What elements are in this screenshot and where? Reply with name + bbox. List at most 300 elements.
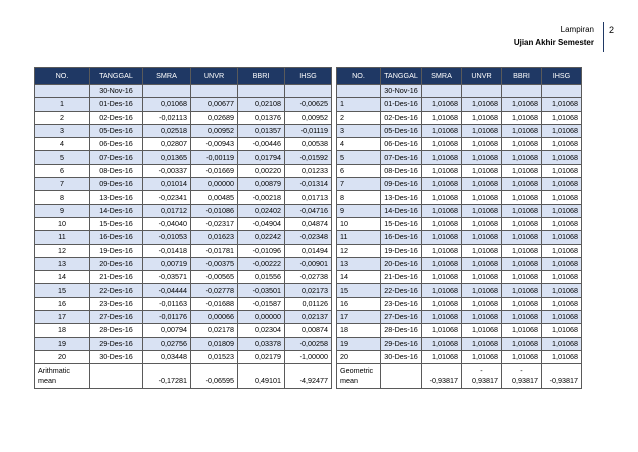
table-row bbox=[337, 217, 582, 230]
mean-value bbox=[502, 364, 542, 389]
value-cell: 0,00874 bbox=[285, 324, 332, 337]
value-cell: -0,00943 bbox=[191, 138, 238, 151]
value-cell: 1,01068 bbox=[462, 204, 502, 217]
date-cell: 07-Des-16 bbox=[381, 151, 422, 164]
date-cell: 16-Des-16 bbox=[90, 231, 143, 244]
table-row bbox=[35, 337, 332, 350]
value-cell: 1,01068 bbox=[502, 244, 542, 257]
value-cell: 1,01068 bbox=[462, 271, 502, 284]
value-cell: -0,00375 bbox=[191, 257, 238, 270]
mean-number: -0,17281 bbox=[158, 376, 187, 386]
row-number: 18 bbox=[337, 324, 381, 337]
value-cell: 1,01068 bbox=[542, 217, 582, 230]
value-cell: 1,01068 bbox=[542, 164, 582, 177]
date-cell: 06-Des-16 bbox=[90, 138, 143, 151]
row-number: 9 bbox=[35, 204, 90, 217]
value-cell: 0,02807 bbox=[143, 138, 191, 151]
row-number: 13 bbox=[35, 257, 90, 270]
value-cell: 1,01068 bbox=[502, 151, 542, 164]
value-cell: 0,01809 bbox=[191, 337, 238, 350]
column-header: UNVR bbox=[462, 68, 502, 85]
row-number: 15 bbox=[337, 284, 381, 297]
value-cell: 1,01068 bbox=[542, 178, 582, 191]
column-header: TANGGAL bbox=[90, 68, 143, 85]
column-header: IHSG bbox=[542, 68, 582, 85]
value-cell: -0,00222 bbox=[238, 257, 285, 270]
date-cell: 02-Des-16 bbox=[381, 111, 422, 124]
value-cell: -0,00565 bbox=[191, 271, 238, 284]
value-cell: 0,01713 bbox=[285, 191, 332, 204]
column-header: TANGGAL bbox=[381, 68, 422, 85]
value-cell: -0,01781 bbox=[191, 244, 238, 257]
value-cell: 0,02304 bbox=[238, 324, 285, 337]
value-cell: 0,01523 bbox=[191, 350, 238, 363]
row-number: 3 bbox=[35, 124, 90, 137]
value-cell: 0,00794 bbox=[143, 324, 191, 337]
value-cell: 0,02108 bbox=[238, 98, 285, 111]
value-cell: 0,01365 bbox=[143, 151, 191, 164]
value-cell: 1,01068 bbox=[542, 98, 582, 111]
value-cell: -0,00446 bbox=[238, 138, 285, 151]
row-number: 14 bbox=[35, 271, 90, 284]
column-header: SMRA bbox=[143, 68, 191, 85]
date-cell: 27-Des-16 bbox=[90, 311, 143, 324]
value-cell: 0,02173 bbox=[285, 284, 332, 297]
value-cell: 0,00066 bbox=[191, 311, 238, 324]
value-cell: 0,01623 bbox=[191, 231, 238, 244]
value-cell: 1,01068 bbox=[462, 284, 502, 297]
date-cell: 06-Des-16 bbox=[381, 138, 422, 151]
value-cell: 1,01068 bbox=[462, 191, 502, 204]
date-cell: 16-Des-16 bbox=[381, 231, 422, 244]
table-header-row bbox=[337, 68, 582, 85]
date-cell: 19-Des-16 bbox=[90, 244, 143, 257]
mean-label: Geometric mean bbox=[337, 364, 381, 389]
table-row bbox=[35, 191, 332, 204]
value-cell: 0,01494 bbox=[285, 244, 332, 257]
value-cell: 1,01068 bbox=[422, 337, 462, 350]
table-row bbox=[337, 324, 582, 337]
value-cell: 1,01068 bbox=[422, 204, 462, 217]
value-cell: 1,01068 bbox=[422, 257, 462, 270]
value-cell: -0,04444 bbox=[143, 284, 191, 297]
table-row bbox=[337, 231, 582, 244]
value-cell: 1,01068 bbox=[542, 271, 582, 284]
date-cell: 20-Des-16 bbox=[90, 257, 143, 270]
value-cell: 1,01068 bbox=[422, 311, 462, 324]
column-header: NO. bbox=[35, 68, 90, 85]
value-cell: -0,01592 bbox=[285, 151, 332, 164]
table-row bbox=[35, 257, 332, 270]
value-cell: 1,01068 bbox=[462, 257, 502, 270]
value-cell: 1,01068 bbox=[502, 324, 542, 337]
value-cell: 0,02179 bbox=[238, 350, 285, 363]
column-header: BBRI bbox=[502, 68, 542, 85]
value-cell: 1,01068 bbox=[462, 111, 502, 124]
value-cell: -0,01669 bbox=[191, 164, 238, 177]
value-cell: 0,04874 bbox=[285, 217, 332, 230]
column-header: IHSG bbox=[285, 68, 332, 85]
table-cell bbox=[422, 85, 462, 98]
value-cell: 1,01068 bbox=[462, 178, 502, 191]
value-cell: 0,00952 bbox=[285, 111, 332, 124]
date-cell: 15-Des-16 bbox=[381, 217, 422, 230]
value-cell: 1,01068 bbox=[462, 350, 502, 363]
value-cell: -0,00258 bbox=[285, 337, 332, 350]
row-number: 11 bbox=[337, 231, 381, 244]
table-row bbox=[337, 271, 582, 284]
value-cell: 1,01068 bbox=[422, 124, 462, 137]
value-cell: 1,01068 bbox=[542, 151, 582, 164]
value-cell: 1,01068 bbox=[502, 124, 542, 137]
row-number: 12 bbox=[35, 244, 90, 257]
table-cell bbox=[381, 364, 422, 389]
row-number: 3 bbox=[337, 124, 381, 137]
mean-row bbox=[35, 364, 332, 389]
mean-number: 0,93817 bbox=[472, 376, 498, 386]
row-number: 2 bbox=[35, 111, 90, 124]
value-cell: 0,00952 bbox=[191, 124, 238, 137]
date-cell: 01-Des-16 bbox=[90, 98, 143, 111]
value-cell: 1,01068 bbox=[462, 151, 502, 164]
table-row bbox=[337, 204, 582, 217]
table-cell bbox=[462, 85, 502, 98]
mean-value bbox=[422, 364, 462, 389]
date-cell: 23-Des-16 bbox=[90, 297, 143, 310]
row-number: 6 bbox=[35, 164, 90, 177]
value-cell: 0,00485 bbox=[191, 191, 238, 204]
value-cell: -0,01119 bbox=[285, 124, 332, 137]
value-cell: 0,00879 bbox=[238, 178, 285, 191]
date-cell: 19-Des-16 bbox=[381, 244, 422, 257]
value-cell: -0,00119 bbox=[191, 151, 238, 164]
mean-number: -0,93817 bbox=[429, 376, 458, 386]
table-row bbox=[35, 164, 332, 177]
value-cell: 0,02518 bbox=[143, 124, 191, 137]
mean-value bbox=[462, 364, 502, 389]
value-cell: 1,01068 bbox=[542, 111, 582, 124]
table-cell bbox=[35, 85, 90, 98]
value-cell: 1,01068 bbox=[422, 271, 462, 284]
value-cell: 1,01068 bbox=[502, 204, 542, 217]
value-cell: 1,01068 bbox=[542, 204, 582, 217]
value-cell: -0,03571 bbox=[143, 271, 191, 284]
value-cell: 1,01068 bbox=[462, 244, 502, 257]
value-cell: 1,01068 bbox=[462, 324, 502, 337]
table-row bbox=[35, 178, 332, 191]
row-number: 5 bbox=[337, 151, 381, 164]
date-cell: 01-Des-16 bbox=[381, 98, 422, 111]
mean-mark: - bbox=[520, 366, 523, 376]
table-cell bbox=[337, 85, 381, 98]
date-cell: 23-Des-16 bbox=[381, 297, 422, 310]
row-number: 7 bbox=[337, 178, 381, 191]
table-row bbox=[35, 204, 332, 217]
row-number: 14 bbox=[337, 271, 381, 284]
value-cell: -0,00901 bbox=[285, 257, 332, 270]
table-row bbox=[337, 138, 582, 151]
value-cell: 1,01068 bbox=[502, 284, 542, 297]
row-number: 19 bbox=[337, 337, 381, 350]
table-row bbox=[35, 297, 332, 310]
mean-number: -0,06595 bbox=[205, 376, 234, 386]
value-cell: 0,01068 bbox=[143, 98, 191, 111]
date-cell: 30-Nov-16 bbox=[381, 85, 422, 98]
value-cell: 1,01068 bbox=[422, 217, 462, 230]
row-number: 13 bbox=[337, 257, 381, 270]
value-cell: 1,01068 bbox=[422, 164, 462, 177]
value-cell: 1,01068 bbox=[422, 151, 462, 164]
value-cell: 0,01357 bbox=[238, 124, 285, 137]
table-cell bbox=[285, 85, 332, 98]
header-label: Lampiran bbox=[560, 25, 594, 34]
mean-row bbox=[337, 364, 582, 389]
row-number: 1 bbox=[337, 98, 381, 111]
table-row bbox=[337, 151, 582, 164]
value-cell: -0,01688 bbox=[191, 297, 238, 310]
row-number: 17 bbox=[337, 311, 381, 324]
row-number: 9 bbox=[337, 204, 381, 217]
row-number: 16 bbox=[337, 297, 381, 310]
geometric-returns-table bbox=[336, 67, 582, 389]
row-number: 5 bbox=[35, 151, 90, 164]
table-header-row bbox=[35, 68, 332, 85]
value-cell: 1,01068 bbox=[542, 324, 582, 337]
value-cell: 1,01068 bbox=[542, 297, 582, 310]
value-cell: 1,01068 bbox=[502, 231, 542, 244]
date-cell: 29-Des-16 bbox=[381, 337, 422, 350]
table-row bbox=[35, 244, 332, 257]
value-cell: 1,01068 bbox=[542, 244, 582, 257]
value-cell: 1,01068 bbox=[462, 138, 502, 151]
mean-value bbox=[285, 364, 332, 389]
date-cell: 28-Des-16 bbox=[90, 324, 143, 337]
row-number: 16 bbox=[35, 297, 90, 310]
date-cell: 30-Des-16 bbox=[90, 350, 143, 363]
value-cell: 1,01068 bbox=[542, 257, 582, 270]
mean-number: 0,93817 bbox=[512, 376, 538, 386]
table-row bbox=[337, 257, 582, 270]
value-cell: 1,01068 bbox=[462, 297, 502, 310]
date-cell: 27-Des-16 bbox=[381, 311, 422, 324]
value-cell: 1,01068 bbox=[502, 257, 542, 270]
value-cell: 1,01068 bbox=[502, 311, 542, 324]
value-cell: 0,02178 bbox=[191, 324, 238, 337]
arithmetic-returns-table bbox=[34, 67, 332, 389]
value-cell: 1,01068 bbox=[502, 178, 542, 191]
row-number: 8 bbox=[337, 191, 381, 204]
value-cell: 1,01068 bbox=[422, 191, 462, 204]
date-cell: 08-Des-16 bbox=[381, 164, 422, 177]
mean-value bbox=[191, 364, 238, 389]
value-cell: 1,01068 bbox=[502, 217, 542, 230]
mean-number: 0,49101 bbox=[255, 376, 281, 386]
row-number: 8 bbox=[35, 191, 90, 204]
value-cell: 1,01068 bbox=[422, 231, 462, 244]
row-number: 18 bbox=[35, 324, 90, 337]
value-cell: 1,01068 bbox=[542, 350, 582, 363]
mean-value bbox=[238, 364, 285, 389]
mean-mark: - bbox=[480, 366, 483, 376]
value-cell: 0,00000 bbox=[238, 311, 285, 324]
mean-value bbox=[542, 364, 582, 389]
date-cell: 30-Nov-16 bbox=[90, 85, 143, 98]
value-cell: 0,00677 bbox=[191, 98, 238, 111]
row-number: 7 bbox=[35, 178, 90, 191]
mean-label: Arithmatic mean bbox=[35, 364, 90, 389]
row-number: 4 bbox=[337, 138, 381, 151]
date-cell: 14-Des-16 bbox=[90, 204, 143, 217]
value-cell: -0,04904 bbox=[238, 217, 285, 230]
value-cell: 1,01068 bbox=[422, 324, 462, 337]
value-cell: 0,02756 bbox=[143, 337, 191, 350]
date-cell: 07-Des-16 bbox=[90, 151, 143, 164]
date-cell: 21-Des-16 bbox=[90, 271, 143, 284]
value-cell: -0,00625 bbox=[285, 98, 332, 111]
value-cell: -0,04040 bbox=[143, 217, 191, 230]
value-cell: -0,02738 bbox=[285, 271, 332, 284]
value-cell: 1,01068 bbox=[422, 178, 462, 191]
value-cell: 1,01068 bbox=[542, 284, 582, 297]
value-cell: 1,01068 bbox=[462, 124, 502, 137]
row-number: 4 bbox=[35, 138, 90, 151]
value-cell: -0,00337 bbox=[143, 164, 191, 177]
value-cell: 1,01068 bbox=[422, 244, 462, 257]
date-cell: 30-Des-16 bbox=[381, 350, 422, 363]
table-row bbox=[35, 324, 332, 337]
table-row bbox=[35, 111, 332, 124]
date-cell: 05-Des-16 bbox=[90, 124, 143, 137]
value-cell: -0,01053 bbox=[143, 231, 191, 244]
row-number: 20 bbox=[35, 350, 90, 363]
table-row bbox=[337, 164, 582, 177]
mean-number: -4,92477 bbox=[299, 376, 328, 386]
column-header: SMRA bbox=[422, 68, 462, 85]
table-row bbox=[35, 350, 332, 363]
row-number: 10 bbox=[35, 217, 90, 230]
value-cell: 1,01068 bbox=[502, 98, 542, 111]
value-cell: 0,00000 bbox=[191, 178, 238, 191]
value-cell: 1,01068 bbox=[542, 231, 582, 244]
value-cell: 0,02689 bbox=[191, 111, 238, 124]
column-header: UNVR bbox=[191, 68, 238, 85]
table-cell bbox=[90, 364, 143, 389]
date-cell: 14-Des-16 bbox=[381, 204, 422, 217]
row-number: 15 bbox=[35, 284, 90, 297]
value-cell: 0,01126 bbox=[285, 297, 332, 310]
date-cell: 20-Des-16 bbox=[381, 257, 422, 270]
table-row bbox=[337, 350, 582, 363]
value-cell: 0,01712 bbox=[143, 204, 191, 217]
value-cell: 0,02137 bbox=[285, 311, 332, 324]
table-row bbox=[35, 284, 332, 297]
table-row bbox=[337, 178, 582, 191]
date-cell: 08-Des-16 bbox=[90, 164, 143, 177]
table-cell bbox=[143, 85, 191, 98]
value-cell: -0,01314 bbox=[285, 178, 332, 191]
row-number: 12 bbox=[337, 244, 381, 257]
value-cell: -0,02113 bbox=[143, 111, 191, 124]
table-row bbox=[337, 337, 582, 350]
table-row bbox=[337, 98, 582, 111]
value-cell: -0,01086 bbox=[191, 204, 238, 217]
value-cell: -0,01096 bbox=[238, 244, 285, 257]
value-cell: -0,02348 bbox=[285, 231, 332, 244]
value-cell: 1,01068 bbox=[502, 350, 542, 363]
value-cell: -0,01176 bbox=[143, 311, 191, 324]
date-cell: 22-Des-16 bbox=[381, 284, 422, 297]
value-cell: 0,02242 bbox=[238, 231, 285, 244]
date-cell: 02-Des-16 bbox=[90, 111, 143, 124]
value-cell: 1,01068 bbox=[422, 111, 462, 124]
table-row bbox=[35, 217, 332, 230]
value-cell: 1,01068 bbox=[462, 164, 502, 177]
row-number: 10 bbox=[337, 217, 381, 230]
row-number: 17 bbox=[35, 311, 90, 324]
value-cell: -1,00000 bbox=[285, 350, 332, 363]
value-cell: 1,01068 bbox=[502, 111, 542, 124]
value-cell: 1,01068 bbox=[502, 337, 542, 350]
value-cell: 1,01068 bbox=[542, 311, 582, 324]
header-divider bbox=[603, 22, 604, 52]
row-number: 19 bbox=[35, 337, 90, 350]
value-cell: 0,01556 bbox=[238, 271, 285, 284]
date-cell: 13-Des-16 bbox=[90, 191, 143, 204]
value-cell: 0,00220 bbox=[238, 164, 285, 177]
value-cell: -0,01587 bbox=[238, 297, 285, 310]
value-cell: -0,02778 bbox=[191, 284, 238, 297]
table-cell bbox=[191, 85, 238, 98]
value-cell: 1,01068 bbox=[502, 271, 542, 284]
table-cell bbox=[542, 85, 582, 98]
table-row bbox=[337, 191, 582, 204]
value-cell: 1,01068 bbox=[462, 231, 502, 244]
table-row bbox=[35, 138, 332, 151]
table-row bbox=[35, 311, 332, 324]
page-header bbox=[514, 23, 594, 49]
value-cell: -0,01163 bbox=[143, 297, 191, 310]
value-cell: 0,03378 bbox=[238, 337, 285, 350]
table-row bbox=[35, 151, 332, 164]
date-cell: 29-Des-16 bbox=[90, 337, 143, 350]
row-number: 2 bbox=[337, 111, 381, 124]
value-cell: 1,01068 bbox=[502, 164, 542, 177]
value-cell: 1,01068 bbox=[542, 191, 582, 204]
value-cell: 1,01068 bbox=[542, 138, 582, 151]
date-cell: 21-Des-16 bbox=[381, 271, 422, 284]
header-subtitle: Ujian Akhir Semester bbox=[513, 38, 594, 47]
value-cell: 0,01376 bbox=[238, 111, 285, 124]
table-cell bbox=[238, 85, 285, 98]
date-cell: 15-Des-16 bbox=[90, 217, 143, 230]
mean-value bbox=[143, 364, 191, 389]
date-cell: 28-Des-16 bbox=[381, 324, 422, 337]
table-row bbox=[337, 284, 582, 297]
value-cell: -0,03501 bbox=[238, 284, 285, 297]
date-cell: 09-Des-16 bbox=[381, 178, 422, 191]
value-cell: 0,01014 bbox=[143, 178, 191, 191]
table-row bbox=[35, 271, 332, 284]
value-cell: 1,01068 bbox=[462, 98, 502, 111]
value-cell: -0,01418 bbox=[143, 244, 191, 257]
value-cell: 1,01068 bbox=[462, 311, 502, 324]
value-cell: 1,01068 bbox=[542, 124, 582, 137]
value-cell: 1,01068 bbox=[422, 350, 462, 363]
row-number: 6 bbox=[337, 164, 381, 177]
value-cell: 0,00538 bbox=[285, 138, 332, 151]
date-cell: 09-Des-16 bbox=[90, 178, 143, 191]
column-header: NO. bbox=[337, 68, 381, 85]
